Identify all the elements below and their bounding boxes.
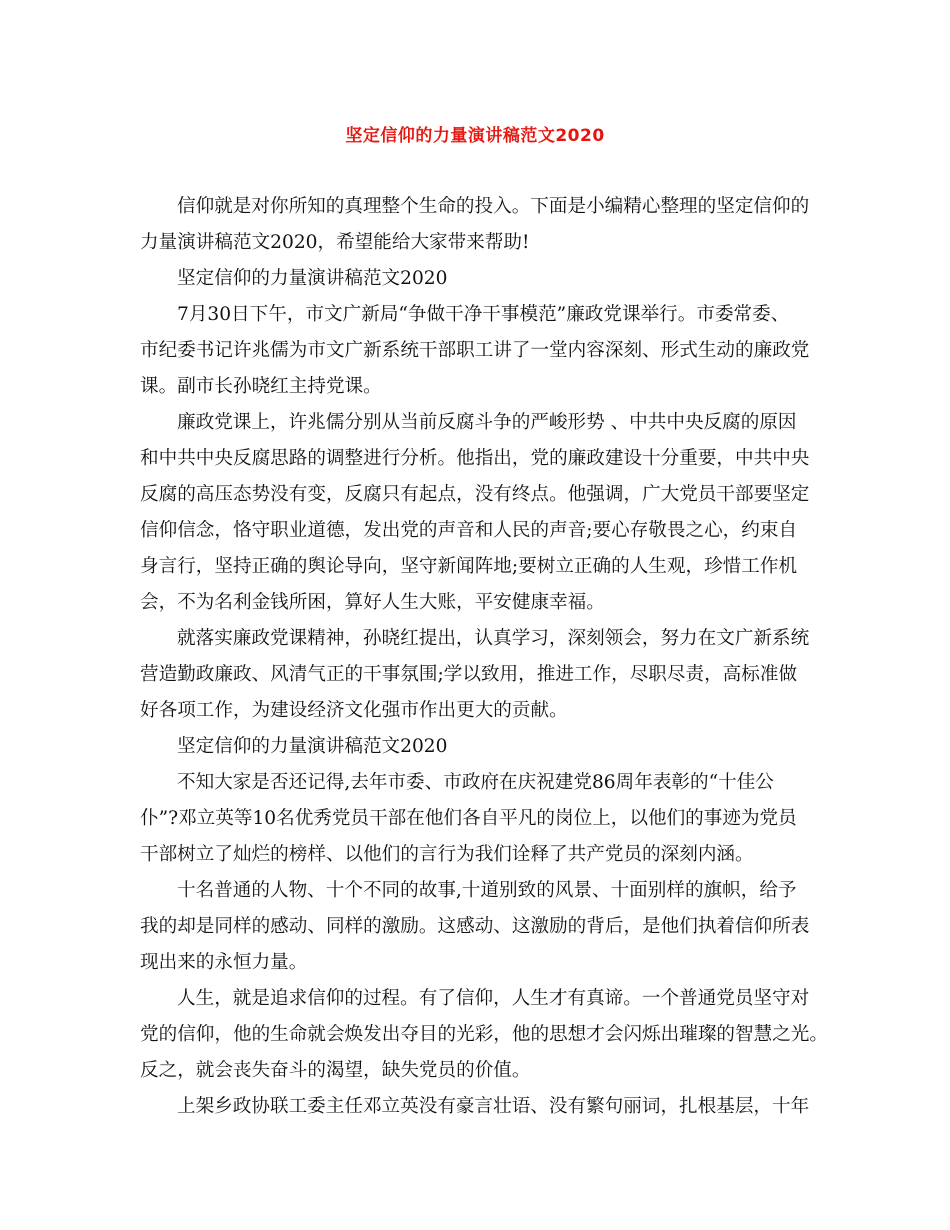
- text-line: 不知大家是否还记得,去年市委、市政府在庆祝建党86周年表彰的“十佳公: [177, 772, 774, 793]
- text-line: 干部树立了灿烂的榜样、以他们的言行为我们诠释了共产党员的深刻内涵。: [140, 844, 754, 865]
- text-line: 坚定信仰的力量演讲稿范文2020: [177, 736, 448, 757]
- text-line: 十名普通的人物、十个不同的故事,十道别致的风景、十面别样的旗帜，给予: [177, 880, 797, 901]
- text-line: 营造勤政廉政、风清气正的干事氛围;学以致用，推进工作，尽职尽责，高标准做: [140, 664, 798, 685]
- text-line: 反腐的高压态势没有变，反腐只有起点，没有终点。他强调，广大党员干部要坚定: [140, 484, 810, 505]
- text-line: 廉政党课上，许兆儒分别从当前反腐斗争的严峻形势 、中共中央反腐的原因: [177, 412, 797, 433]
- text-line: 人生，就是追求信仰的过程。有了信仰，人生才有真谛。一个普通党员坚守对: [177, 988, 810, 1009]
- text-line: 力量演讲稿范文2020，希望能给大家带来帮助!: [140, 232, 530, 253]
- text-line: 我的却是同样的感动、同样的激励。这感动、这激励的背后，是他们执着信仰所表: [140, 916, 810, 937]
- text-line: 坚定信仰的力量演讲稿范文2020: [177, 268, 448, 289]
- text-line: 会，不为名利金钱所困，算好人生大账，平安健康幸福。: [140, 592, 605, 613]
- text-line: 党的信仰，他的生命就会焕发出夺目的光彩，他的思想才会闪烁出璀璨的智慧之光。: [140, 1024, 828, 1045]
- text-line: 反之，就会丧失奋斗的渴望，缺失党员的价值。: [140, 1060, 531, 1081]
- text-line: 信仰信念，恪守职业道德，发出党的声音和人民的声音;要心存敬畏之心，约束自: [140, 520, 798, 541]
- text-line: 市纪委书记许兆儒为市文广新系统干部职工讲了一堂内容深刻、形式生动的廉政党: [140, 340, 810, 361]
- text-line: 好各项工作，为建设经济文化强市作出更大的贡献。: [140, 700, 568, 721]
- text-line: 就落实廉政党课精神，孙晓红提出，认真学习，深刻领会，努力在文广新系统: [177, 628, 810, 649]
- text-line: 仆”?邓立英等10名优秀党员干部在他们各自平凡的岗位上，以他们的事迹为党员: [140, 808, 797, 829]
- document-title: 坚定信仰的力量演讲稿范文2020: [345, 126, 605, 146]
- document-body: [140, 189, 828, 1125]
- text-line: 和中共中央反腐思路的调整进行分析。他指出，党的廉政建设十分重要，中共中央: [140, 448, 810, 469]
- text-line: 身言行，坚持正确的舆论导向，坚守新闻阵地;要树立正确的人生观，珍惜工作机: [140, 556, 798, 577]
- text-line: 现出来的永恒力量。: [140, 952, 308, 973]
- text-line: 上架乡政协联工委主任邓立英没有豪言壮语、没有繁句丽词，扎根基层，十年: [177, 1096, 810, 1117]
- text-line: 7月30日下午，市文广新局“争做干净干事模范”廉政党课举行。市委常委、: [177, 304, 790, 325]
- text-line: 信仰就是对你所知的真理整个生命的投入。下面是小编精心整理的坚定信仰的: [177, 196, 810, 217]
- text-line: 课。副市长孙晓红主持党课。: [140, 376, 382, 397]
